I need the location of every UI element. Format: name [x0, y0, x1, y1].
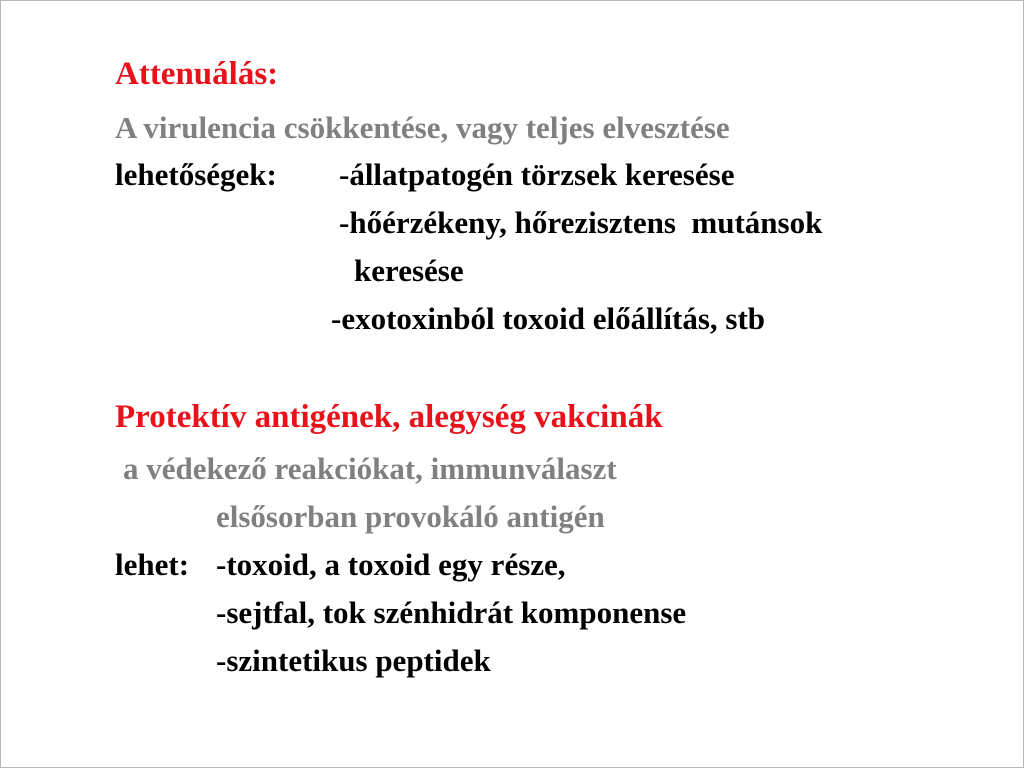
section-protective-antigens-subtitle-line1: a védekező reakciókat, immunválaszt	[123, 451, 617, 486]
option-item: -exotoxinból toxoid előállítás, stb	[331, 301, 766, 336]
can-be-label: lehet:	[115, 547, 190, 582]
antigen-item: -toxoid, a toxoid egy része,	[216, 547, 566, 582]
antigen-item: -szintetikus peptidek	[216, 643, 491, 678]
option-item: -állatpatogén törzsek keresése	[339, 157, 735, 192]
section-protective-antigens-heading: Protektív antigének, alegység vakcinák	[115, 399, 663, 435]
antigen-item: -sejtfal, tok szénhidrát komponense	[216, 595, 687, 630]
section-attenuation-subtitle: A virulencia csökkentése, vagy teljes elvesztése	[115, 110, 730, 145]
option-item-continuation: keresése	[354, 253, 464, 288]
option-item: -hőérzékeny, hőrezisztens mutánsok	[339, 205, 823, 240]
section-protective-antigens-subtitle-line2: elsősorban provokáló antigén	[216, 499, 605, 534]
options-label: lehetőségek:	[115, 157, 277, 192]
section-attenuation-heading: Attenuálás:	[115, 56, 279, 92]
